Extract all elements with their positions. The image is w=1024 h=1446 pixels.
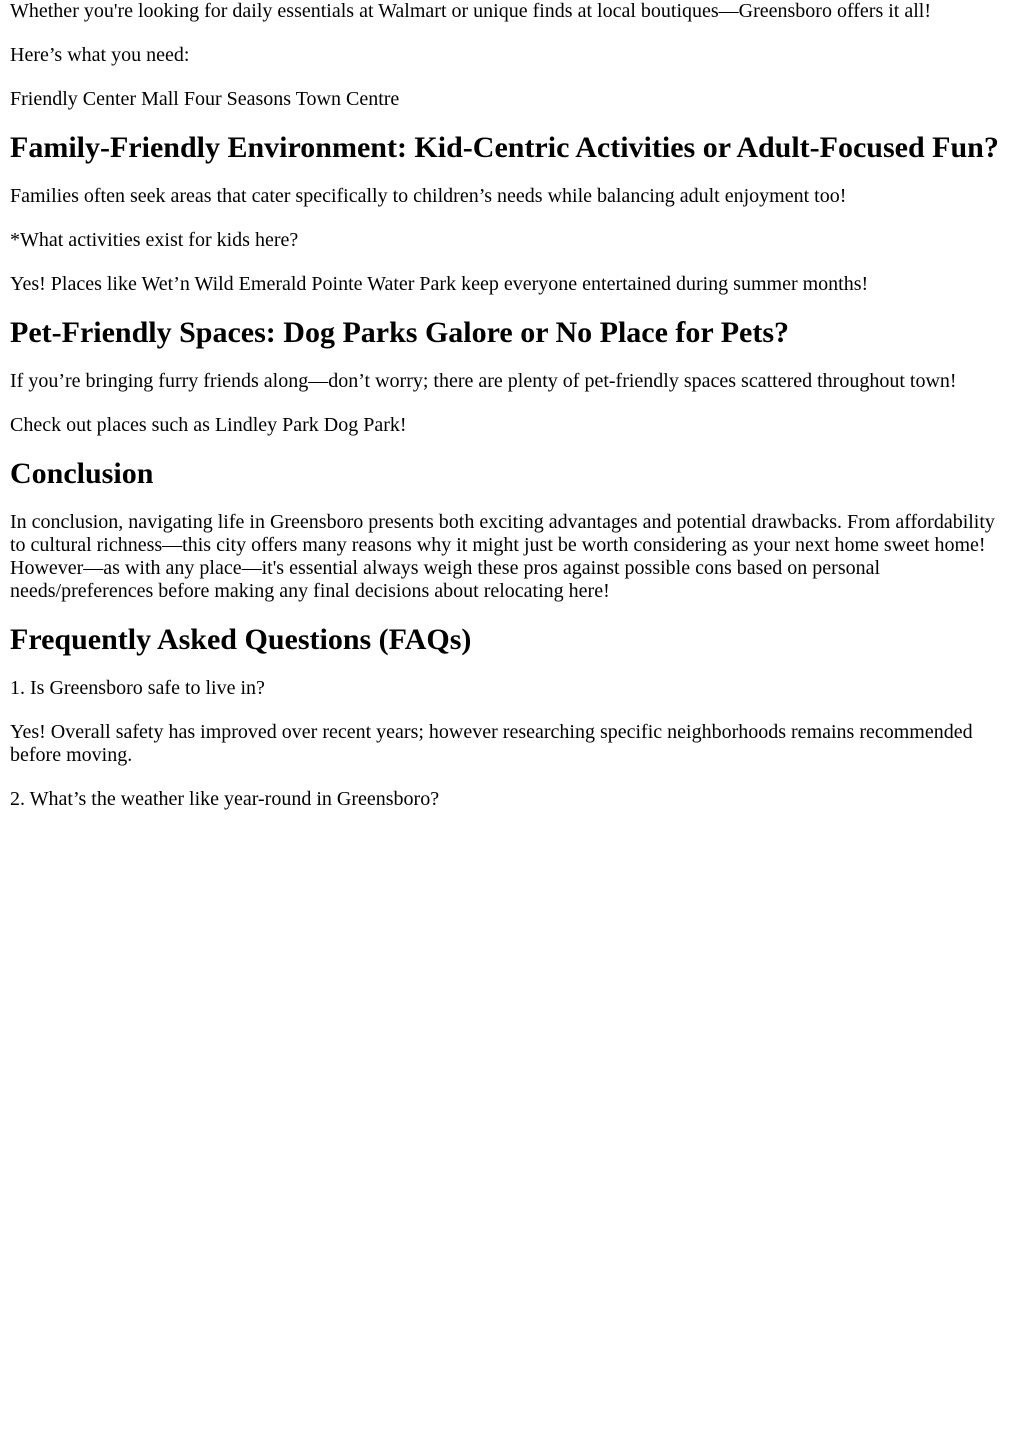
faq-question-2: 2. What’s the weather like year-round in Greensboro? [10,788,440,810]
malls-paragraph: Friendly Center Mall Four Seasons Town Centre [10,88,400,110]
pet-friendly-heading: Pet-Friendly Spaces: Dog Parks Galore or No Place for Pets? [10,316,790,349]
pet-friendly-paragraph: If you’re bringing furry friends along—don’t worry; there are plenty of pet-friendly spaces scattered throughout town! [10,370,957,392]
conclusion-heading: Conclusion [10,457,154,490]
faq-answer-1: Yes! Overall safety has improved over recent years; however researching specific neighborhoods remains recommended before moving. [10,721,973,766]
dog-park-paragraph: Check out places such as Lindley Park Dog Park! [10,414,407,436]
intro-paragraph: Whether you're looking for daily essentials at Walmart or unique finds at local boutiques—Greensboro offers it all! [10,0,932,22]
need-paragraph: Here’s what you need: [10,44,190,66]
kids-activities-answer: Yes! Places like Wet’n Wild Emerald Pointe Water Park keep everyone entertained during summer months! [10,273,869,295]
families-paragraph: Families often seek areas that cater specifically to children’s needs while balancing adult enjoyment too! [10,185,847,207]
conclusion-paragraph: In conclusion, navigating life in Greensboro presents both exciting advantages and potential drawbacks. From affordability to cultural richness—this city offers many reasons why it might just be worth considering as your next home sweet home! However—as with any place—it's essential always weigh these pros against possible cons based on personal needs/preferences before making any final decisions about relocating here! [10,511,995,602]
faq-question-1: 1. Is Greensboro safe to live in? [10,677,265,699]
family-friendly-heading: Family-Friendly Environment: Kid-Centric Activities or Adult-Focused Fun? [10,131,999,164]
faq-heading: Frequently Asked Questions (FAQs) [10,623,472,656]
kids-activities-question: *What activities exist for kids here? [10,229,299,251]
